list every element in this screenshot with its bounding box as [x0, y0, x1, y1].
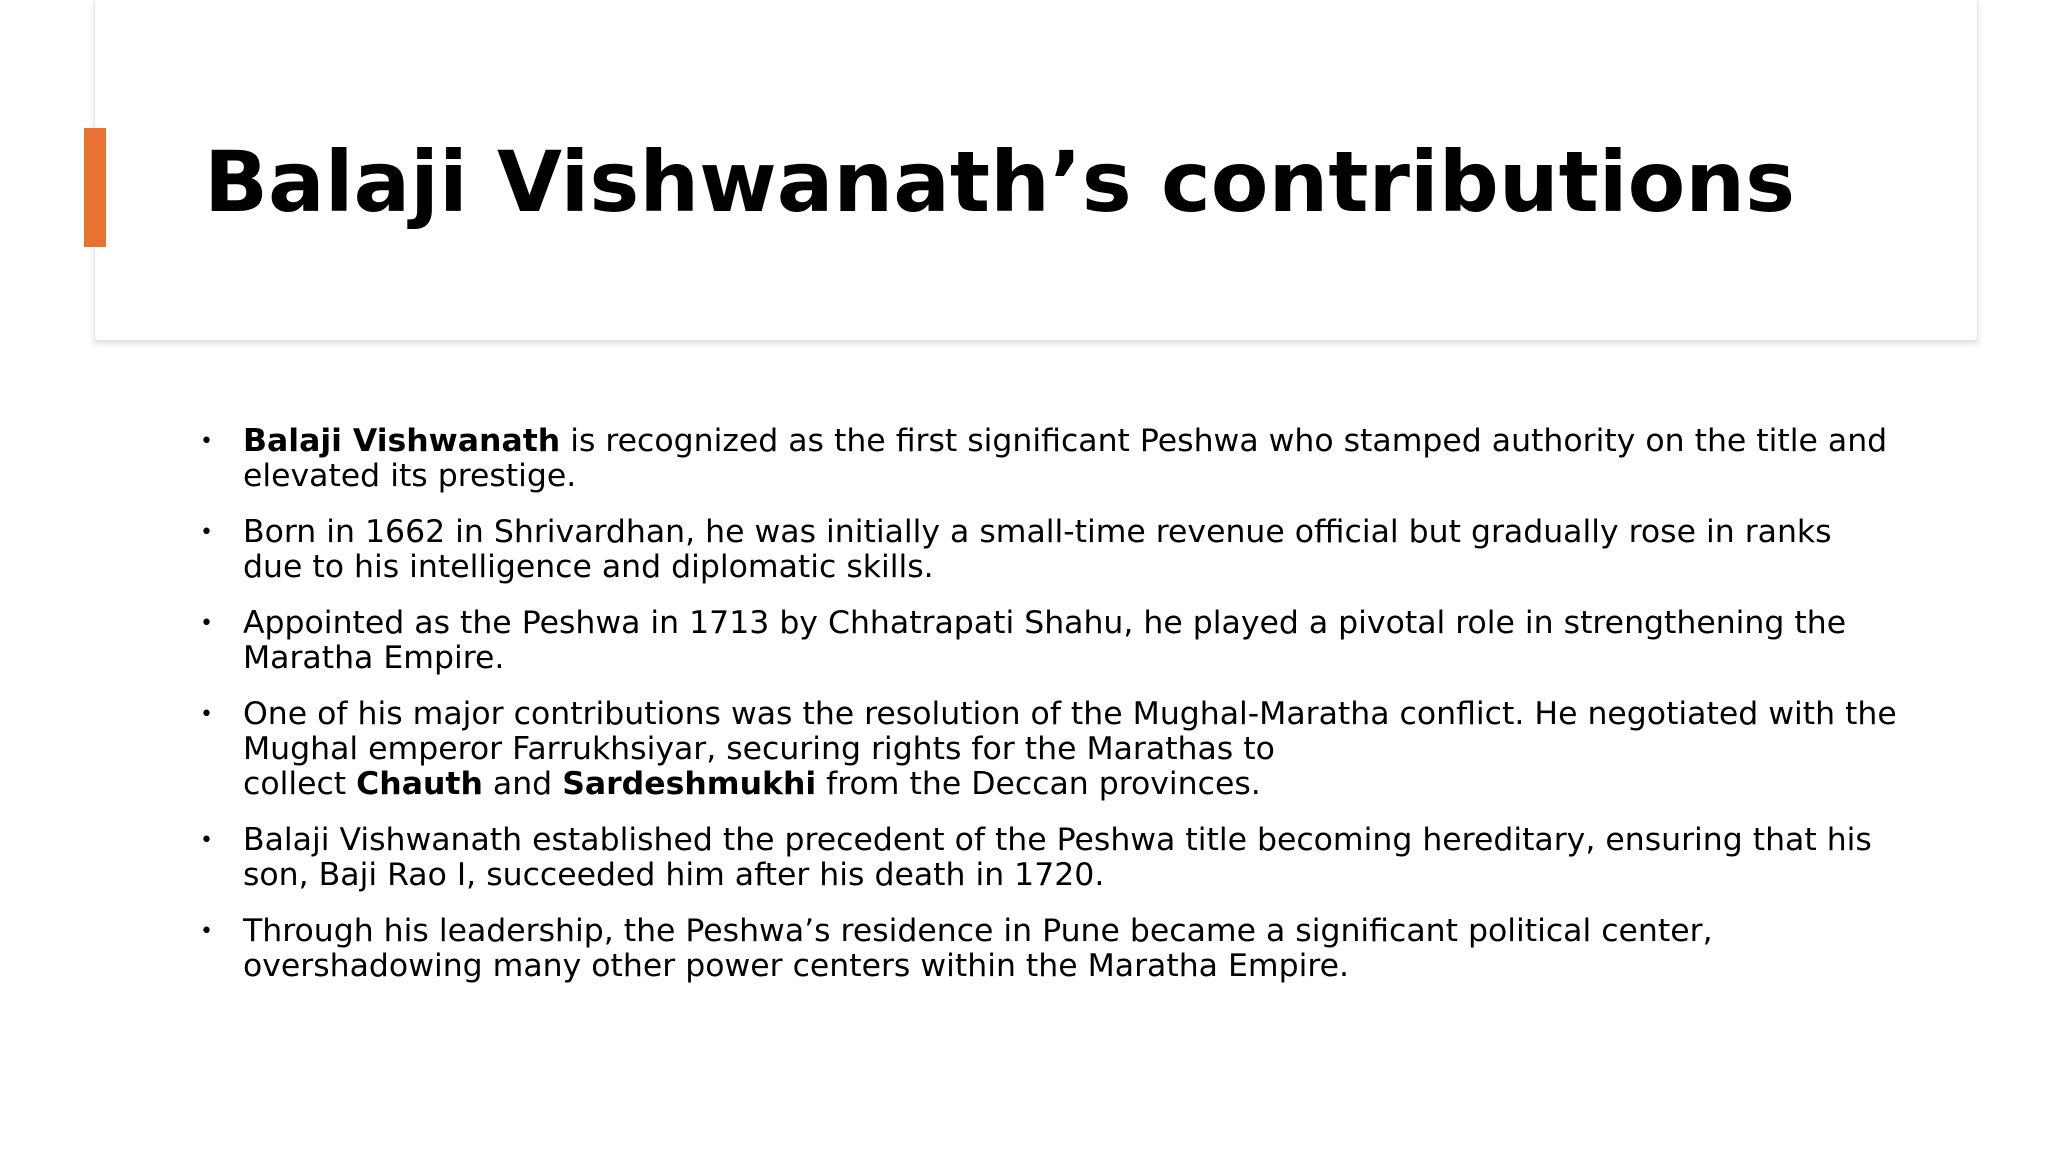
bullet-item	[200, 606, 1900, 676]
bullet-text: One of his major contributions was the resolution of the Mughal-Maratha conflict. He negotiated with the Mughal emperor Farrukhsiyar, securing rights for the Marathas to	[243, 696, 1897, 767]
bullet-item	[200, 697, 1900, 802]
bullet-item	[200, 823, 1900, 893]
bullet-dot: •	[200, 520, 213, 545]
bullet-text: Through his leadership, the Peshwa’s residence in Pune became a significant political center, overshadowing many other power centers within the Maratha Empire.	[243, 913, 1713, 984]
bullet-dot: •	[200, 611, 213, 636]
accent-bar	[84, 128, 106, 247]
bullet-dot: •	[200, 828, 213, 853]
slide-title: Balaji Vishwanath’s contributions	[204, 133, 1796, 231]
bullet-list	[200, 424, 1900, 1005]
bullet-text: Balaji Vishwanath established the precedent of the Peshwa title becoming hereditary, ensuring that his son, Baji Rao I, succeeded him after his death in 1720.	[243, 822, 1872, 893]
bullet-text: collect	[243, 766, 357, 802]
bullet-text: Born in 1662 in Shrivardhan, he was initially a small-time revenue official but gradually rose in ranks due to his intelligence and diplomatic skills.	[243, 514, 1832, 585]
bullet-text: from the Deccan provinces.	[816, 766, 1261, 802]
bullet-bold-term-sardeshmukhi: Sardeshmukhi	[562, 766, 817, 802]
bullet-dot: •	[200, 429, 213, 454]
bullet-bold-lead: Balaji Vishwanath	[243, 423, 561, 459]
bullet-bold-term-chauth: Chauth	[356, 766, 483, 802]
bullet-item	[200, 424, 1900, 494]
bullet-text: Appointed as the Peshwa in 1713 by Chhatrapati Shahu, he played a pivotal role in strengthening the Maratha Empire.	[243, 605, 1847, 676]
bullet-item	[200, 914, 1900, 984]
bullet-dot: •	[200, 919, 213, 944]
bullet-text: and	[482, 766, 563, 802]
bullet-item	[200, 515, 1900, 585]
bullet-text: is recognized as the first significant Peshwa who stamped authority on the title and elevated its prestige.	[243, 423, 1888, 494]
bullet-dot: •	[200, 702, 213, 727]
